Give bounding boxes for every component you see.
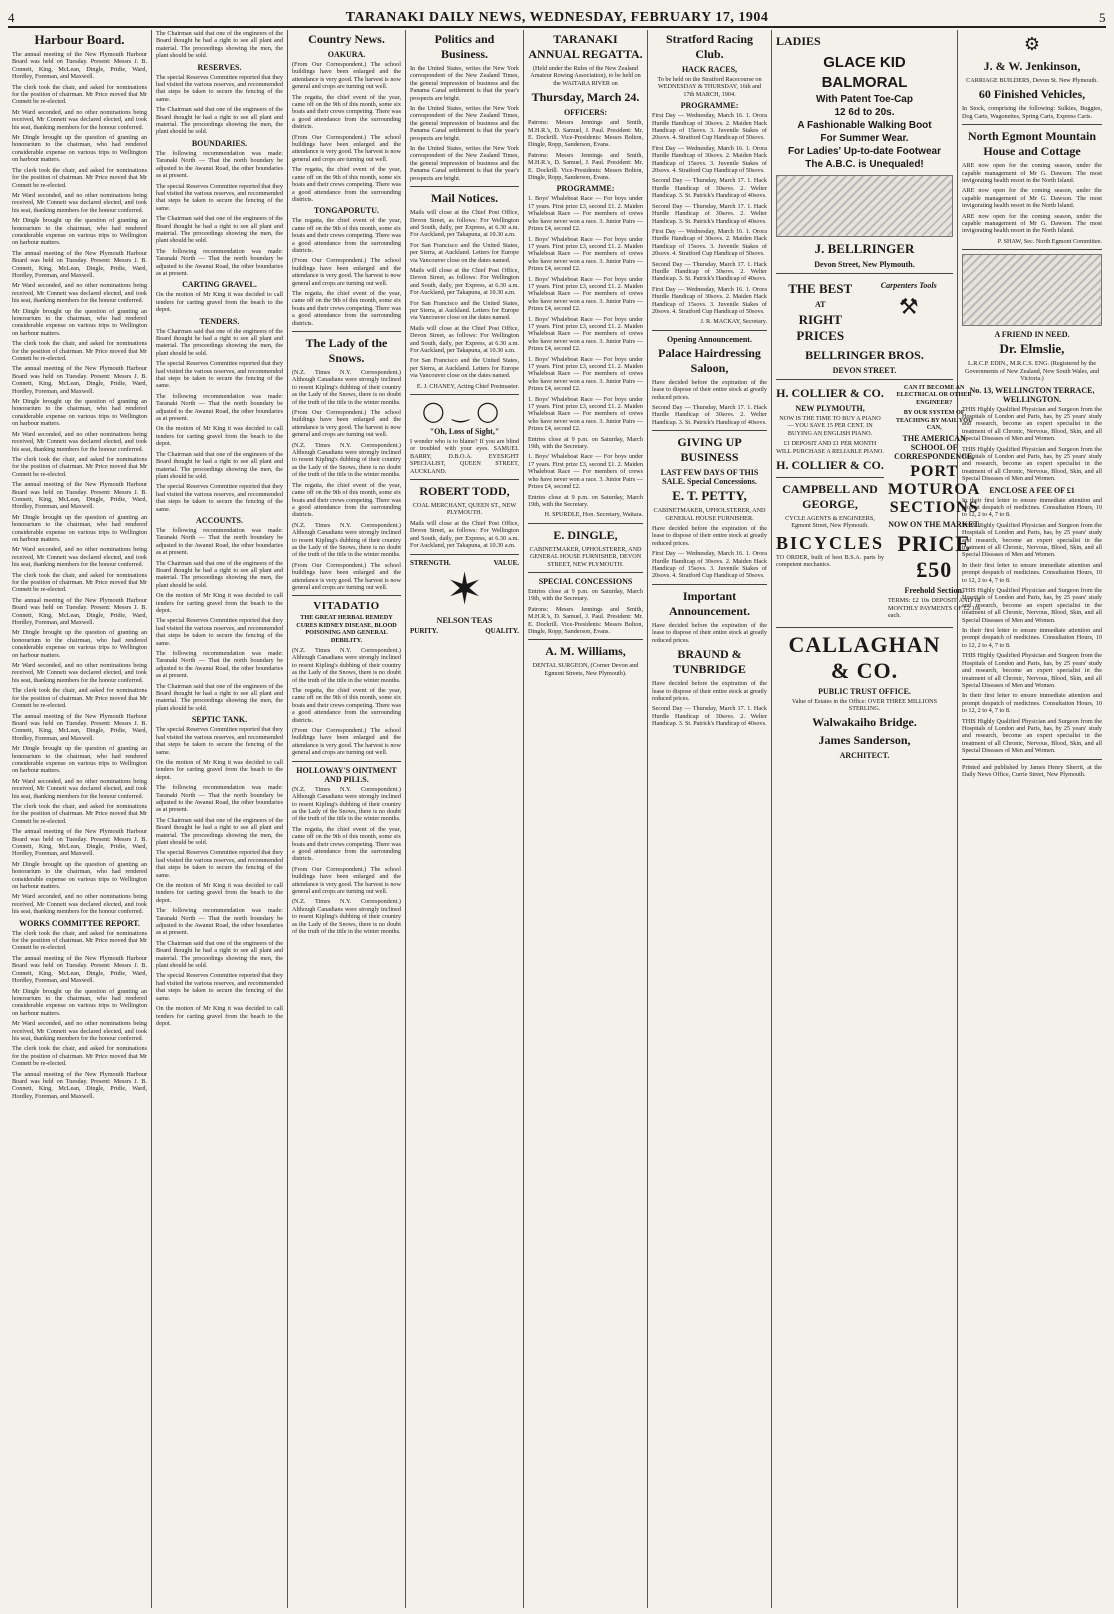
article-paragraph: The regatta, the chief event of the year, came off on the 9th of this month, some six boats and their crews competing. There was a good attendance from the surrounding districts. [292, 825, 401, 863]
article-paragraph: The annual meeting of the New Plymouth Harbour Board was held on Tuesday. Present: Messrs J. B. Connett, King, McLean, Dingle, Pridie, Ward, Hordley, Foreman, and Maxwell. [12, 51, 147, 81]
article-paragraph: The clerk took the chair, and asked for nominations for the position of chairman. Mr Price moved that Mr Connett be re-elected. [12, 340, 147, 363]
article-paragraph: 1. Boys' Whaleboat Race — For boys under 17 years. First prize £3, second £1. 2. Maiden Whaleboat Race — For members of crews who have never won a race. 3. Junior Pairs — Prizes £4, second £2. [528, 395, 643, 433]
accounts-subheading: ACCOUNTS. [196, 515, 243, 525]
article-paragraph: Mr Dingle brought up the question of granting an honorarium to the chairman, who had rendered considerable expense on various trips to Wellington on harbour matters. [12, 629, 147, 659]
elmslie-text: THIS Highly Qualified Physician and Surgeon from the Hospitals of London and Paris, has, by 25 years' study and research, become an expert specialist in the treatment of all Chronic, Nervous, Blood, Skin, and all Special Diseases of Men and Women. [962, 445, 1102, 483]
bellringer-bros-heading: BELLRINGER BROS. [805, 348, 924, 362]
elmslie-address: No. 13, WELLINGTON TERRACE, WELLINGTON. [969, 385, 1095, 404]
article-paragraph: Mr Ward seconded, and no other nominations being received, Mr Connett was declared elected, and took his seat, thanking members for the honour conferred. [12, 430, 147, 453]
article-paragraph: Mr Ward seconded, and no other nominations being received, Mr Connett was declared elected, and took his seat, thanking members for the honour conferred. [12, 546, 147, 569]
article-paragraph: Entries close at 9 p.m. on Saturday, March 19th, with the Secretary. [528, 587, 643, 603]
article-paragraph: The annual meeting of the New Plymouth Harbour Board was held on Tuesday. Present: Messrs J. B. Connett, King, McLean, Dingle, Pridie, Ward, Hordley, Foreman, and Maxwell. [12, 481, 147, 511]
divider [962, 759, 1102, 760]
star-icon: ✶ [446, 564, 483, 614]
column-stratford-racing [648, 30, 772, 1608]
article-paragraph: In their first letter to ensure immediate attention and prompt despatch of medicines. Consultation Hours, 10 to 12, 2 to 4, 7 to 8. [962, 692, 1102, 715]
tongaporutu-subheading: TONGAPORUTU. [314, 206, 379, 216]
article-paragraph: The following recommendation was made: Taranaki North — That the north boundary be adjusted to the Awanui Road, the other boundaries as at present. [156, 149, 283, 180]
article-paragraph: (N.Z. Times N.Y. Correspondent.) Although Canadians were strongly inclined to resent Kipling's dubbing of their country as the Lady of the Snows, there is no doubt of the truth of the title in the winter months. [292, 785, 401, 823]
article-paragraph: The clerk took the chair, and asked for nominations for the position of chairman. Mr Price moved that Mr Connett be re-elected. [12, 83, 147, 106]
article-paragraph: On the motion of Mr King it was decided to call tenders for carting gravel from the beach to the depot. [156, 882, 283, 904]
williams-subtitle: DENTAL SURGEON, (Corner Devon and Egmont Streets, New Plymouth). [532, 662, 639, 677]
article-paragraph: Patrons: Messrs Jennings and Smith, M.H.R.'s, D. Samuel, J. Paul. President: Mr. E. Dockrill. Vice-Presidents: Messrs Bolton, Dingle, Ropp, Sanderson, Evans. [528, 151, 643, 182]
vitadatio-tagline: THE GREAT HERBAL REMEDY CURES KIDNEY DISEASE, BLOOD POISONING AND GENERAL DEBILITY. [296, 614, 397, 644]
bicycles-heading: BICYCLES [776, 532, 885, 553]
hack-races-subheading: HACK RACES, [681, 65, 738, 74]
divider [652, 330, 767, 331]
printer-footer: Printed and published by James Henry Sherrit, at the Daily News Office, Currie Street, New Plymouth. [962, 763, 1102, 778]
divider [962, 124, 1102, 125]
collier-and-engineer-row [776, 384, 981, 623]
best-line-3: RIGHT PRICES [796, 312, 845, 343]
article-paragraph: Mr Dingle brought up the question of granting an honorarium to the chairman, who had rendered considerable expense on various trips to Wellington on harbour matters. [12, 398, 147, 428]
article-paragraph: (From Our Correspondent.) The school buildings have been enlarged and the attendance is very good. The harvest is now general and crops are turning out well. [292, 409, 401, 439]
special-concessions-heading: SPECIAL CONCESSIONS [538, 576, 633, 586]
article-paragraph: The following recommendation was made: Taranaki North — That the north boundary be adjusted to the Awanui Road, the other boundaries as at present. [156, 526, 283, 557]
elmslie-text: THIS Highly Qualified Physician and Surgeon from the Hospitals of London and Paris, has, by 25 years' study and research, become an expert specialist in the treatment of all Chronic, Nervous, Blood, Skin, and all Special Diseases of Men and Women. [962, 405, 1102, 443]
sections-heading: SECTIONS [889, 499, 979, 517]
article-paragraph: 1. Boys' Whaleboat Race — For boys under 17 years. First prize £3, second £1. 2. Maiden Whaleboat Race — For members of crews who have never won a race. 3. Junior Pairs — Prizes £4, second £2. [528, 355, 643, 393]
tenders-subheading: TENDERS. [199, 316, 240, 326]
portrait-illustration [962, 254, 1102, 326]
sanderson-subtitle: ARCHITECT. [839, 751, 890, 761]
glace-kid-ad [776, 53, 953, 171]
divider [292, 761, 401, 762]
quality-label: QUALITY. [485, 626, 519, 635]
glace-title-1: GLACE KID [823, 54, 906, 71]
public-trust-heading: PUBLIC TRUST OFFICE. [818, 686, 911, 696]
article-paragraph: First Day — Wednesday, March 16. 1. Orora Hurdle Handicap of 30sovs. 2. Maiden Hack Handicap of 15sovs. 3. Juvenile Stakes of 20sovs. 4. Stratford Cup Handicap of 50sovs. [652, 227, 767, 258]
article-paragraph: The Chairman said that one of the engineers of the Board thought he had a right to see all plant and material. The proceedings showing the men, the plant should be sold. [156, 682, 283, 712]
regatta-signature: H. SPURDLE, Hon. Secretary, Waitara. [544, 511, 643, 519]
article-paragraph: I wonder who is to blame? If you are blind or troubled with your eyes. SAMUEL BARRY, D.B.O.A. EYESIGHT SPECIALIST, QUEEN STREET, AUCKLAND. [410, 438, 519, 475]
divider [292, 595, 401, 596]
egmont-heading: North Egmont Mountain House and Cottage [967, 129, 1096, 159]
article-paragraph: (From Our Correspondent.) The school buildings have been enlarged and the attendance is very good. The harvest is now general and crops are turning out well. [292, 865, 401, 895]
article-paragraph: The annual meeting of the New Plymouth Harbour Board was held on Tuesday. Present: Messrs J. B. Connett, King, McLean, Dingle, Pridie, Ward, Hordley, Foreman, and Maxwell. [12, 249, 147, 279]
robert-todd-subtitle: COAL MERCHANT, QUEEN ST., NEW PLYMOUTH. [412, 502, 517, 517]
spectacles-icon: ◯‿◯ [422, 401, 507, 424]
article-paragraph: 1. Boys' Whaleboat Race — For boys under 17 years. First prize £3, second £1. 2. Maiden Whaleboat Race — For members of crews who have never won a race. 3. Junior Pairs — Prizes £4, second £2. [528, 275, 643, 313]
glace-toecap: With Patent Toe-Cap [816, 94, 913, 105]
article-paragraph: The following recommendation was made: Taranaki North — That the north boundary be adjusted to the Awanui Road, the other boundaries as at present. [156, 907, 283, 937]
article-paragraph: Entries close at 9 p.m. on Saturday, March 19th, with the Secretary. [528, 493, 643, 508]
divider [652, 584, 767, 585]
egmont-text: ARE now open for the coming season, under the capable management of Mr G. Dawson. The most invigorating health resort in the North Island. [962, 187, 1102, 210]
race-intro: To be held on the Stratford Racecourse on WEDNESDAY & THURSDAY, 16th and 17th MARCH, 1904. [657, 76, 762, 98]
ladies-label: LADIES [776, 34, 821, 48]
article-paragraph: The annual meeting of the New Plymouth Harbour Board was held on Tuesday. Present: Messrs J. B. Connett, King, McLean, Dingle, Pridie, Ward, Hordley, Foreman, and Maxwell. [12, 596, 147, 627]
article-paragraph: The annual meeting of the New Plymouth Harbour Board was held on Tuesday. Present: Messrs J. B. Connett, King, McLean, Dingle, Pridie, Ward, Hordley, Foreman, and Maxwell. [12, 712, 147, 742]
divider [410, 394, 519, 395]
vehicles-heading: 60 Finished Vehicles, [978, 87, 1086, 102]
glace-line-6: For Summer Wear. [820, 133, 909, 144]
article-paragraph: The annual meeting of the New Plymouth Harbour Board was held on Tuesday. Present: Messrs J. B. Connett, King, McLean, Dingle, Pridie, Ward, Hordley, Foreman, and Maxwell. [12, 954, 147, 985]
politics-heading: Politics and Business. [434, 32, 495, 61]
shoe-illustration [776, 175, 953, 237]
article-paragraph: The following recommendation was made: Taranaki North — That the north boundary be adjusted to the Awanui Road, the other boundaries as at present. [156, 650, 283, 680]
divider [410, 554, 519, 555]
article-paragraph: (N.Z. Times N.Y. Correspondent.) Although Canadians were strongly inclined to resent Kipling's dubbing of their country as the Lady of the Snows, there is no doubt of the truth of the title in the winter months. [292, 521, 401, 559]
glace-line-5: A Fashionable Walking Boot [797, 120, 932, 131]
carriage-icon: ⚙ [1023, 34, 1041, 54]
price-label: PRICE £50 [897, 531, 971, 583]
article-paragraph: Mails will close at the Chief Post Office, Devon Street, as follows: For Wellington and South, daily, per Express, at 6.30 a.m. For Auckland, per Takapuna, at 10.30 a.m. [410, 266, 519, 297]
article-paragraph: Mr Ward seconded, and no other nominations being received, Mr Connett was declared elected, and took his seat, thanking members for the honour conferred. [12, 191, 147, 214]
article-paragraph: The clerk took the chair, and asked for nominations for the position of chairman. Mr Price moved that Mr Connett be re-elected. [12, 687, 147, 710]
article-paragraph: First Day — Wednesday, March 16. 1. Orora Hurdle Handicap of 30sovs. 2. Maiden Hack Handicap of 15sovs. 3. Juvenile Stakes of 20sovs. 4. Stratford Cup Handicap of 50sovs. [652, 550, 767, 580]
tools-ad [776, 278, 953, 346]
collier-heading-2: H. COLLIER & CO. [776, 458, 884, 473]
column-advertisements [772, 30, 981, 1608]
article-paragraph: The annual meeting of the New Plymouth Harbour Board was held on Tuesday. Present: Messrs J. B. Connett, King, McLean, Dingle, Pridie, Ward, Hordley, Foreman, and Maxwell. [12, 365, 147, 395]
value-label: VALUE. [493, 558, 519, 567]
article-paragraph: Have decided before the expiration of the lease to dispose of their entire stock at greatly reduced prices. [652, 525, 767, 547]
palace-saloon-heading: Palace Hairdressing Saloon, [658, 345, 761, 375]
article-paragraph: The special Reserves Committee reported that they had visited the various reserves, and recommended that steps be taken to secure the fencing of the same. [156, 617, 283, 647]
article-paragraph: Mr Ward seconded, and no other nominations being received, Mr Connett was declared elected, and took his seat, thanking members for the honour conferred. [12, 108, 147, 131]
motoroa-heading: PORT MOTUROA [888, 463, 981, 499]
williams-heading: A. M. Williams, [545, 644, 626, 659]
article-paragraph: The special Reserves Committee reported that they had visited the various reserves, and recommended that steps be taken to secure the fencing of the same. [156, 73, 283, 103]
article-paragraph: In the United States, writes the New York correspondent of the New Zealand Times, the general impression of business and the Panama Canal settlement is that the year's prospects are bright. [410, 65, 519, 102]
vehicles-text: In Stock, comprising the following: Sulkies, Buggies, Dog Carts, Wagonettes, Spring Carts, Express Carts. [962, 105, 1102, 120]
article-paragraph: The Chairman said that one of the engineers of the Board thought he had a right to see all plant and material. The proceedings showing the men, the plant should be sold. [156, 939, 283, 970]
article-paragraph: Second Day — Thursday, March 17. 1. Hack Hurdle Handicap of 30sovs. 2. Welter Handicap. 3. St. Patrick's Handicap of 40sovs. [652, 177, 767, 200]
public-trust-subtitle: Value of Estates in the Office: OVER THREE MILLIONS STERLING. [791, 697, 938, 713]
postmaster-signature: E. J. CHANEY, Acting Chief Postmaster. [416, 382, 519, 390]
article-paragraph: The clerk took the chair, and asked for nominations for the position of chairman. Mr Price moved that Mr Connett be re-elected. [12, 1045, 147, 1068]
braund-heading: BRAUND & TUNBRIDGE [673, 647, 746, 677]
dingle-heading: E. DINGLE, [553, 527, 618, 542]
article-paragraph: Mr Ward seconded, and no other nominations being received, Mr Connett was declared elected, and took his seat, thanking members for the honour conferred. [12, 662, 147, 684]
harbour-board-heading: Harbour Board. [34, 32, 125, 47]
article-paragraph: Entries close at 9 p.m. on Saturday, March 19th, with the Secretary. [528, 435, 643, 451]
egmont-text: ARE now open for the coming season, under the capable management of Mr G. Dawson. The most invigorating health resort in the North Island. [962, 212, 1102, 235]
column-regatta [524, 30, 648, 1608]
article-paragraph: First Day — Wednesday, March 16. 1. Orora Hurdle Handicap of 30sovs. 2. Maiden Hack Handicap of 15sovs. 3. Juvenile Stakes of 20sovs. 4. Stratford Cup Handicap of 50sovs. [652, 112, 767, 142]
mail-notices-heading: Mail Notices. [430, 191, 499, 206]
article-paragraph: Patrons: Messrs Jennings and Smith, M.H.R.'s, D. Samuel, J. Paul. President: Mr. E. Dockrill. Vice-Presidents: Messrs Bolton, Dingle, Ropp, Sanderson, Evans. [528, 119, 643, 149]
carting-gravel-subheading: CARTING GRAVEL. [182, 280, 257, 290]
column-harbour-board [8, 30, 152, 1608]
article-paragraph: The Chairman said that one of the engineers of the Board thought he had a right to see all plant and material. The proceedings showing the men, the plant should be sold. [156, 106, 283, 136]
article-paragraph: Second Day — Thursday, March 17. 1. Hack Hurdle Handicap of 30sovs. 2. Welter Handicap. 3. St. Patrick's Handicap of 40sovs. [652, 260, 767, 283]
article-paragraph: The following recommendation was made: Taranaki North — That the north boundary be adjusted to the Awanui Road, the other boundaries as at present. [156, 392, 283, 423]
tools-icon: ⚒ [898, 294, 919, 319]
officers-subheading: OFFICERS: [563, 108, 608, 118]
article-paragraph: (From Our Correspondent.) The school buildings have been enlarged and the attendance is very good. The harvest is now general and crops are turning out well. [292, 561, 401, 591]
article-paragraph: Mr Dingle brought up the question of granting an honorarium to the chairman, who had rendered considerable expense on various trips to Wellington on harbour matters. [12, 745, 147, 775]
engineer-subtitle: BY OUR SYSTEM OF TEACHING BY MAIL YOU CAN, [895, 409, 973, 432]
article-paragraph: The clerk took the chair, and asked for nominations for the position of chairman. Mr Price moved that Mr Connett be re-elected. [12, 571, 147, 594]
glace-line-7: For Ladies' Up-to-date Footwear [788, 146, 941, 157]
article-paragraph: Mr Dingle brought up the question of granting an honorarium to the chairman, who had rendered considerable expense on various trips to Wellington on harbour matters. [12, 513, 147, 543]
divider [776, 379, 953, 380]
divider [528, 572, 643, 573]
divider [776, 627, 953, 628]
waiwakaiho-heading: Walwakaiho Bridge. [812, 715, 917, 730]
article-paragraph: On the motion of Mr King it was decided to call tenders for carting gravel from the beach to the depot. [156, 592, 283, 614]
article-paragraph: Mr Dingle brought up the question of granting an honorarium to the chairman, who had rendered considerable expense on various trips to Wellington on harbour matters. [12, 134, 147, 164]
article-paragraph: (From Our Correspondent.) The school buildings have been enlarged and the attendance is very good. The harvest is now general and crops are turning out well. [292, 727, 401, 757]
divider [776, 477, 884, 478]
article-paragraph: (N.Z. Times N.Y. Correspondent.) Although Canadians were strongly inclined to resent Kipling's dubbing of their country as the Lady of the Snows, there is no doubt of the truth of the title in the winter months. [292, 441, 401, 479]
column-harbour-board-cont [152, 30, 288, 1608]
programme-subheading: PROGRAMME: [556, 184, 615, 194]
article-paragraph: The special Reserves Committee reported that they had visited the various reserves, and recommended that steps be taken to secure the fencing of the same. [156, 972, 283, 1002]
regatta-heading: TARANAKI ANNUAL REGATTA. [528, 32, 643, 61]
column-politics-business [406, 30, 524, 1608]
article-paragraph: 1. Boys' Whaleboat Race — For boys under 17 years. First prize £3, second £1. 2. Maiden Whaleboat Race — For members of crews who have never won a race. 3. Junior Pairs — Prizes £4, second £2. [528, 235, 643, 273]
article-paragraph: Mr Ward seconded, and no other nominations being received, Mr Connett was declared elected, and took his seat, thanking members for the honour conferred. [12, 282, 147, 305]
article-paragraph: The clerk took the chair, and asked for nominations for the position of chairman. Mr Price moved that Mr Connett be re-elected. [12, 166, 147, 189]
article-paragraph: (From Our Correspondent.) The school buildings have been enlarged and the attendance is very good. The harvest is now general and crops are turning out well. [292, 257, 401, 287]
article-paragraph: The annual meeting of the New Plymouth Harbour Board was held on Tuesday. Present: Messrs J. B. Connett, King, McLean, Dingle, Pridie, Ward, Hordley, Foreman, and Maxwell. [12, 1070, 147, 1100]
masthead [8, 4, 1106, 28]
article-paragraph: In their first letter to ensure immediate attention and prompt despatch of medicines. Consultation Hours, 10 to 12, 2 to 4, 7 to 8. [962, 627, 1102, 649]
elmslie-credentials: L.R.C.P. EDIN., M.R.C.S. ENG. (Registered by the Governments of New Zealand, New South Wales, and Victoria.) [965, 360, 1099, 383]
collier-city: NEW PLYMOUTH, [795, 404, 865, 413]
article-paragraph: For San Francisco and the United States, per Sierra, at Auckland. Letters for Europe via Vancouver close on the dates named. [410, 357, 519, 380]
article-paragraph: First Day — Wednesday, March 16. 1. Orora Hurdle Handicap of 30sovs. 2. Maiden Hack Handicap of 15sovs. 3. Juvenile Stakes of 20sovs. 4. Stratford Cup Handicap of 50sovs. [652, 144, 767, 175]
campbell-heading: CAMPBELL AND GEORGE, [782, 482, 878, 512]
regatta-date: Thursday, March 24. [531, 90, 640, 105]
article-paragraph: The clerk took the chair, and asked for nominations for the position of chairman. Mr Price moved that Mr Connett be re-elected. [12, 802, 147, 825]
boundaries-subheading: BOUNDARIES. [191, 138, 248, 148]
nelson-teas-label: NELSON TEAS [436, 615, 493, 625]
article-paragraph: Second Day — Thursday, March 17. 1. Hack Hurdle Handicap of 30sovs. 2. Welter Handicap. 3. St. Patrick's Handicap of 40sovs. [652, 705, 767, 728]
article-paragraph: The regatta, the chief event of the year, came off on the 9th of this month, some six boats and their crews competing. There was a good attendance from the surrounding districts. [292, 289, 401, 327]
sanderson-heading: James Sanderson, [818, 733, 911, 748]
elmslie-heading: Dr. Elmslie, [999, 341, 1065, 357]
divider [292, 331, 401, 332]
dingle-subtitle: CABINETMAKER, UPHOLSTERER, AND GENERAL HOUSE FURNISHER, DEVON STREET, NEW PLYMOUTH. [529, 545, 642, 568]
nelson-teas-bottom-labels [410, 627, 519, 635]
article-paragraph: The regatta, the chief event of the year, came off on the 9th of this month, some six boats and their crews competing. There was a good attendance from the surrounding districts. [292, 93, 401, 131]
article-paragraph: Have decided before the expiration of the lease to dispose of their entire stock at greatly reduced prices. [652, 378, 767, 401]
article-paragraph: On the motion of Mr King it was decided to call tenders for carting gravel from the beach to the depot. [156, 425, 283, 448]
article-paragraph: The special Reserves Committee reported that they had visited the various reserves, and recommended that steps be taken to secure the fencing of the same. [156, 483, 283, 513]
opening-announcement-heading: Opening Announcement. [667, 334, 752, 344]
purity-label: PURITY. [410, 626, 438, 635]
article-paragraph: The Chairman said that one of the engineers of the Board thought he had a right to see all plant and material. The proceedings showing the men, the plant should be sold. [156, 559, 283, 589]
robert-todd-heading: ROBERT TODD, [419, 484, 510, 499]
friend-in-need-label: A FRIEND IN NEED. [994, 330, 1070, 340]
divider [776, 273, 953, 274]
article-paragraph: In the United States, writes the New York correspondent of the New Zealand Times, the general impression of business and the Panama Canal settlement is that the year's prospects are bright. [410, 105, 519, 142]
article-paragraph: On the motion of Mr King it was decided to call tenders for carting gravel from the beach to the depot. [156, 758, 283, 781]
article-paragraph: (N.Z. Times N.Y. Correspondent.) Although Canadians were strongly inclined to resent Kipling's dubbing of their country as the Lady of the Snows, there is no doubt of the truth of the title in the winter months. [292, 647, 401, 684]
lady-of-snows-heading: The Lady of the Snows. [305, 336, 388, 365]
enclose-fee-heading: ENCLOSE A FEE OF £1 [989, 485, 1075, 495]
vitadatio-heading: VITADATIO [313, 600, 380, 613]
article-paragraph: The following recommendation was made: Taranaki North — That the north boundary be adjusted to the Awanui Road, the other boundaries as at present. [156, 247, 283, 277]
article-paragraph: For San Francisco and the United States, per Sierra, at Auckland. Letters for Europe via Vancouver close on the dates named. [410, 299, 519, 322]
divider [528, 639, 643, 640]
callaghan-heading: CALLAGHAN & CO. [788, 631, 941, 683]
petty-subtitle: CABINETMAKER, UPHOLSTERER, AND GENERAL HOUSE FURNISHER. [653, 507, 766, 522]
divider [528, 523, 643, 524]
jenkinson-subtitle: CARRIAGE BUILDERS, Devon St. New Plymouth. [966, 77, 1098, 84]
article-paragraph: The following recommendation was made: Taranaki North — That the north boundary be adjusted to the Awanui Road, the other boundaries as at present. [156, 784, 283, 814]
collier-heading: H. COLLIER & CO. [776, 386, 884, 400]
programme-subheading: PROGRAMME: [680, 101, 739, 111]
egmont-signature: P. SHAW, Sec. North Egmont Committee. [997, 237, 1102, 245]
article-paragraph: The clerk took the chair, and asked for nominations for the position of chairman. Mr Price moved that Mr Connett be re-elected. [12, 929, 147, 952]
best-line-2: AT [814, 300, 826, 309]
petty-heading: E. T. PETTY, [672, 488, 747, 504]
reserves-subheading: RESERVES. [197, 62, 242, 72]
article-paragraph: The regatta, the chief event of the year, came off on the 9th of this month, some six boats and their crews competing. There was a good attendance from the surrounding districts. [292, 481, 401, 519]
article-paragraph: Second Day — Thursday, March 17. 1. Hack Hurdle Handicap of 30sovs. 2. Welter Handicap. 3. St. Patrick's Handicap of 40sovs. [652, 404, 767, 426]
divider [652, 430, 767, 431]
article-paragraph: (N.Z. Times N.Y. Correspondent.) Although Canadians were strongly inclined to resent Kipling's dubbing of their country as the Lady of the Snows, there is no doubt of the truth of the title in the winter months. [292, 369, 401, 406]
article-paragraph: Mr Dingle brought up the question of granting an honorarium to the chairman, who had rendered considerable expense on various trips to Wellington on harbour matters. [12, 307, 147, 337]
article-paragraph: Mr Ward seconded, and no other nominations being received, Mr Connett was declared elected, and took his seat, thanking members for the honour conferred. [12, 777, 147, 800]
giving-up-business-heading: GIVING UP BUSINESS [677, 435, 742, 465]
article-paragraph: Mails will close at the Chief Post Office, Devon Street, as follows: For Wellington and South, daily, per Express, at 6.30 a.m. For Auckland, per Takapuna, at 10.30 a.m. [410, 519, 519, 550]
glace-title-2: BALMORAL [821, 74, 908, 91]
article-paragraph: The special Reserves Committee reported that they had visited the various reserves, and recommended that steps be taken to secure the fencing of the same. [156, 726, 283, 756]
article-paragraph: For San Francisco and the United States, per Sierra, at Auckland. Letters for Europe via Vancouver close on the dates named. [410, 241, 519, 264]
elmslie-text: THIS Highly Qualified Physician and Surgeon from the Hospitals of London and Paris, has, by 25 years' study and research, become an expert specialist in the treatment of all Chronic, Nervous, Blood, Skin, and all Special Diseases of Men and Women. [962, 521, 1102, 559]
article-paragraph: The regatta, the chief event of the year, came off on the 9th of this month, some six boats and their crews competing. There was a good attendance from the surrounding districts. [292, 217, 401, 254]
country-news-heading: Country News. [308, 32, 385, 46]
article-paragraph: (From Our Correspondent.) The school buildings have been enlarged and the attendance is very good. The harvest is now general and crops are turning out well. [292, 61, 401, 91]
engineer-question: CAN IT BECOME AN ELECTRICAL OR OTHER ENGINEER? [896, 384, 972, 406]
article-paragraph: Patrons: Messrs Jennings and Smith, M.H.R.'s, D. Samuel, J. Paul. President: Mr. E. Dockrill. Vice-Presidents: Messrs Bolton, Dingle, Ropp, Sanderson, Evans. [528, 605, 643, 635]
collier-piano-text: NOW IS THE TIME TO BUY A PIANO — YOU SAVE 15 PER CENT. IN BUYING AN ENGLISH PIANO. [779, 415, 881, 437]
elmslie-text: THIS Highly Qualified Physician and Surgeon from the Hospitals of London and Paris, has, by 25 years' study and research, become an expert specialist in the treatment of all Chronic, Nervous, Blood, Skin, and all Special Diseases of Men and Women. [962, 717, 1102, 755]
article-paragraph: The Chairman said that one of the engineers of the Board thought he had a right to see all plant and material. The proceedings showing the men, the plant should be sold. [156, 215, 283, 245]
article-paragraph: The annual meeting of the New Plymouth Harbour Board was held on Tuesday. Present: Messrs J. B. Connett, King, McLean, Dingle, Pridie, Ward, Hordley, Foreman, and Maxwell. [12, 828, 147, 858]
best-line-1: THE BEST [788, 281, 853, 296]
works-committee-subheading: WORKS COMMITTEE REPORT. [19, 918, 140, 928]
regatta-intro: (Held under the Rules of the New Zealand Amateur Rowing Association), to be held on the WAITARA RIVER on [530, 65, 641, 87]
divider [410, 186, 519, 187]
article-paragraph: On the motion of Mr King it was decided to call tenders for carting gravel from the beach to the depot. [156, 291, 283, 314]
terms-text: TERMS: £2 10s DEPOSIT AND 18 MONTHLY PAYMENTS OF £2 10s each. [888, 597, 981, 620]
strength-label: STRENGTH. [410, 558, 451, 567]
column-jenkinson-elmslie [958, 30, 1106, 1608]
bicycles-text: TO ORDER, built of best B.S.A. parts by competent mechanics. [776, 553, 885, 569]
article-paragraph: The special Reserves Committee reported that they had visited the various reserves, and recommended that steps be taken to secure the fencing of the same. [156, 360, 283, 390]
article-paragraph: The Chairman said that one of the engineers of the Board thought he had a right to see all plant and material. The proceedings showing the men, the plant should be sold. [156, 30, 283, 60]
article-paragraph: The Chairman said that one of the engineers of the Board thought he had a right to see all plant and material. The proceedings showing the men, the plant should be sold. [156, 327, 283, 357]
page-number-right: 5 [1098, 10, 1106, 25]
article-paragraph: The Chairman said that one of the engineers of the Board thought he had a right to see all plant and material. The proceedings showing the men, the plant should be sold. [156, 816, 283, 846]
glace-price: 12 6d to 20s. [834, 107, 895, 118]
article-paragraph: Mr Dingle brought up the question of granting an honorarium to the chairman, who had rendered considerable expense on various trips to Wellington on harbour matters. [12, 217, 147, 247]
article-paragraph: 1. Boys' Whaleboat Race — For boys under 17 years. First prize £3, second £1. 2. Maiden Whaleboat Race — For members of crews who have never won a race. 3. Junior Pairs — Prizes £4, second £2. [528, 453, 643, 491]
article-paragraph: Mr Dingle brought up the question of granting an honorarium to the chairman, who had rendered considerable expense on various trips to Wellington on harbour matters. [12, 860, 147, 891]
article-paragraph: Mr Ward seconded, and no other nominations being received, Mr Connett was declared elected, and took his seat, thanking members for the honour conferred. [12, 1020, 147, 1042]
stratford-heading: Stratford Racing Club. [666, 32, 753, 61]
article-paragraph: 1. Boys' Whaleboat Race — For boys under 17 years. First prize £3, second £1. 2. Maiden Whaleboat Race — For members of crews who have never won a race. 3. Junior Pairs — Prizes £4, second £2. [528, 195, 643, 233]
article-paragraph: In their first letter to ensure immediate attention and prompt despatch of medicines. Consultation Hours, 10 to 12, 2 to 4, 7 to 8. [962, 496, 1102, 519]
race-signature: J. R. MACKAY, Secretary. [700, 318, 767, 326]
article-paragraph: Have decided before the expiration of the lease to dispose of their entire stock at greatly reduced prices. [652, 680, 767, 702]
article-paragraph: Mails will close at the Chief Post Office, Devon Street, as follows: For Wellington and South, daily, per Express, at 6.30 a.m. For Auckland, per Takapuna, at 10.30 a.m. [410, 324, 519, 354]
collier-deposit-text: £1 DEPOSIT AND £1 PER MONTH WILL PURCHASE A RELIABLE PIANO. [776, 440, 884, 455]
article-paragraph: Mails will close at the Chief Post Office, Devon Street, as follows: For Wellington and South, daily, per Express, at 6.30 a.m. For Auckland, per Takapuna, at 10.30 a.m. [410, 209, 519, 239]
article-paragraph: Have decided before the expiration of the lease to dispose of their entire stock at greatly reduced prices. [652, 621, 767, 644]
divider [410, 479, 519, 480]
article-paragraph: The regatta, the chief event of the year, came off on the 9th of this month, some six boats and their crews competing. There was a good attendance from the surrounding districts. [292, 166, 401, 203]
egmont-text: ARE now open for the coming season, under the capable management of Mr G. Dawson. The most invigorating health resort in the North Island. [962, 162, 1102, 185]
bellringer-heading: J. BELLRINGER [814, 241, 915, 256]
elmslie-text: THIS Highly Qualified Physician and Surgeon from the Hospitals of London and Paris, has, by 25 years' study and research, become an expert specialist in the treatment of all Chronic, Nervous, Blood, Skin, and all Special Diseases of Men and Women. [962, 587, 1102, 624]
article-paragraph: The clerk took the chair, and asked for nominations for the position of chairman. Mr Price moved that Mr Connett be re-elected. [12, 455, 147, 478]
divider [962, 249, 1102, 250]
article-paragraph: First Day — Wednesday, March 16. 1. Orora Hurdle Handicap of 30sovs. 2. Maiden Hack Handicap of 15sovs. 3. Juvenile Stakes of 20sovs. 4. Stratford Cup Handicap of 50sovs. [652, 285, 767, 315]
article-paragraph: In their first letter to ensure immediate attention and prompt despatch of medicines. Consultation Hours, 10 to 12, 2 to 4, 7 to 8. [962, 561, 1102, 584]
bellringer-bros-address: DEVON STREET. [832, 366, 897, 375]
masthead-title: TARANAKI DAILY NEWS, WEDNESDAY, FEBRUARY 17, 1904 [345, 10, 769, 25]
giving-up-subtitle: LAST FEW DAYS OF THIS SALE. Special Concessions. [660, 468, 759, 487]
article-paragraph: The special Reserves Committee reported that they had visited the various reserves, and recommended that steps be taken to secure the fencing of the same. [156, 849, 283, 879]
campbell-subtitle: CYCLE AGENTS & ENGINEERS, Egmont Street, New Plymouth. [785, 515, 875, 530]
article-paragraph: (From Our Correspondent.) The school buildings have been enlarged and the attendance is very good. The harvest is now general and crops are turning out well. [292, 133, 401, 163]
carpenters-tools-label: Carpenters Tools [880, 281, 937, 290]
bellringer-address: Devon Street, New Plymouth. [814, 260, 915, 269]
article-paragraph: (N.Z. Times N.Y. Correspondent.) Although Canadians were strongly inclined to resent Kipling's dubbing of their country as the Lady of the Snows, there is no doubt of the truth of the title in the winter months. [292, 898, 401, 935]
column-country-news [288, 30, 406, 1608]
article-paragraph: On the motion of Mr King it was decided to call tenders for carting gravel from the beach to the depot. [156, 1005, 283, 1027]
loss-of-sight-caption: "Oh, Loss of Sight," [429, 427, 500, 437]
article-paragraph: The Chairman said that one of the engineers of the Board thought he had a right to see all plant and material. The proceedings showing the men, the plant should be sold. [156, 450, 283, 480]
page-number-left: 4 [8, 10, 15, 25]
oakura-subheading: OAKURA. [327, 50, 366, 59]
article-paragraph: In the United States, writes the New York correspondent of the New Zealand Times, the general impression of business and the Panama Canal settlement is that the year's prospects are bright. [410, 145, 519, 182]
article-paragraph: Second Day — Thursday, March 17. 1. Hack Hurdle Handicap of 30sovs. 2. Welter Handicap. 3. St. Patrick's Handicap of 40sovs. [652, 202, 767, 225]
on-market-label: NOW ON THE MARKET. [888, 520, 981, 530]
article-paragraph: Mr Dingle brought up the question of granting an honorarium to the chairman, who had rendered considerable expense on various trips to Wellington on harbour matters. [12, 987, 147, 1017]
septic-tank-subheading: SEPTIC TANK. [191, 715, 248, 725]
important-announcement-heading: Important Announcement. [668, 588, 750, 618]
elmslie-text: THIS Highly Qualified Physician and Surgeon from the Hospitals of London and Paris, has, by 25 years' study and research, become an expert specialist in the treatment of all Chronic, Nervous, Blood, Skin, and all Special Diseases of Men and Women. [962, 652, 1102, 689]
holloway-ad: HOLLOWAY'S OINTMENT AND PILLS. [296, 765, 397, 784]
article-paragraph: The special Reserves Committee reported that they had visited the various reserves, and recommended that steps be taken to secure the fencing of the same. [156, 182, 283, 212]
article-paragraph: The regatta, the chief event of the year, came off on the 9th of this month, some six boats and their crews competing. There was a good attendance from the surrounding districts. [292, 687, 401, 724]
article-paragraph: Mr Ward seconded, and no other nominations being received, Mr Connett was declared elected, and took his seat, thanking members for the honour conferred. [12, 893, 147, 916]
article-paragraph: 1. Boys' Whaleboat Race — For boys under 17 years. First prize £3, second £1. 2. Maiden Whaleboat Race — For members of crews who have never won a race. 3. Junior Pairs — Prizes £4, second £2. [528, 315, 643, 353]
jenkinson-heading: J. & W. Jenkinson, [983, 59, 1081, 73]
glace-line-8: The A.B.C. is Unequaled! [805, 159, 924, 170]
freehold-label: Freehold Section. [904, 586, 964, 596]
american-school-heading: THE AMERICAN SCHOOL OF CORRESPONDENCE, [894, 434, 975, 462]
